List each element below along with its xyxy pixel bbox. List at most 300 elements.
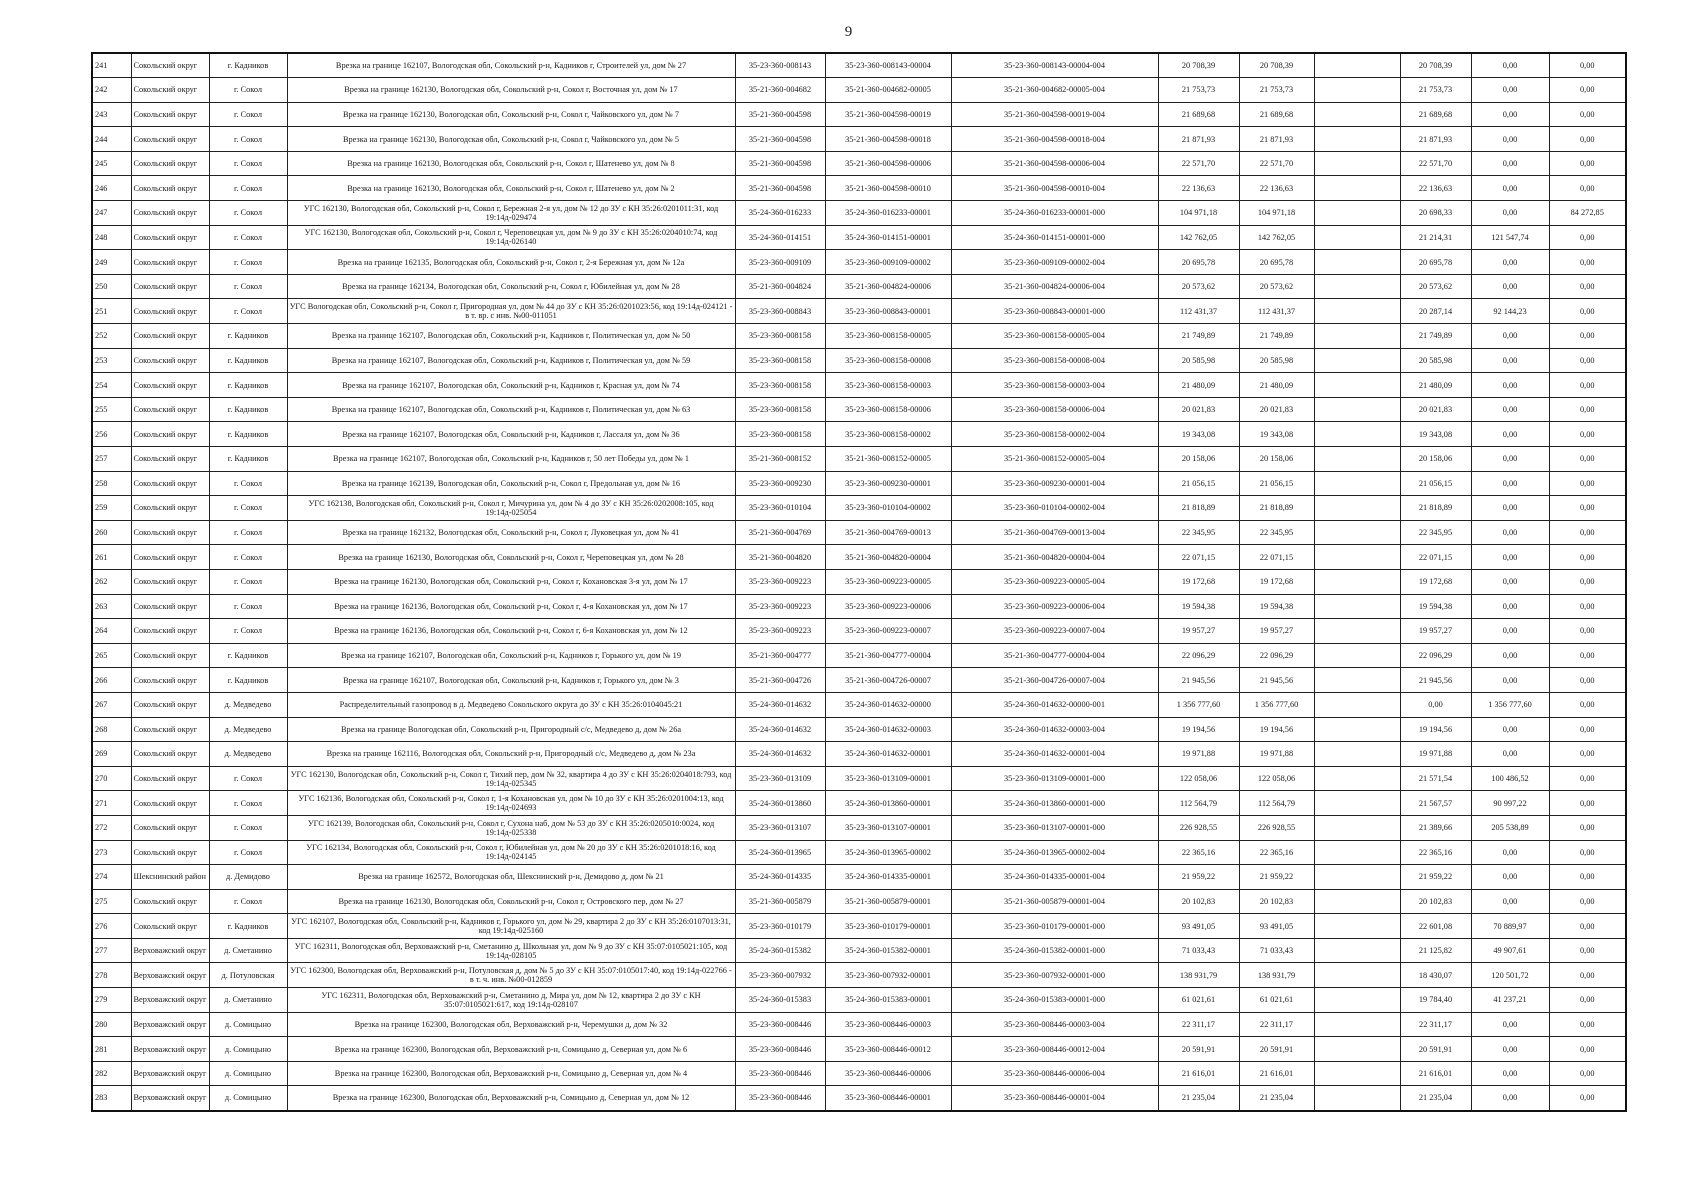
- element-code-cell: 35-21-360-004682-00005-004: [951, 78, 1158, 103]
- district-cell: Сокольский округ: [131, 78, 209, 103]
- locality-cell: г. Сокол: [209, 815, 287, 840]
- value-part-2-cell: 0,00: [1471, 397, 1549, 422]
- value-part-2-cell: 0,00: [1471, 201, 1549, 226]
- total-value-cell: 1 356 777,60: [1158, 692, 1239, 717]
- value-part-1-cell: 21 945,56: [1400, 668, 1471, 693]
- locality-cell: г. Кадников: [209, 397, 287, 422]
- value-part-3-cell: 0,00: [1549, 250, 1626, 275]
- total-value-cell: 20 021,83: [1158, 397, 1239, 422]
- value-cell: 122 058,06: [1239, 766, 1314, 791]
- total-value-cell: 21 945,56: [1158, 668, 1239, 693]
- element-code-cell: 35-24-360-016233-00001-000: [951, 201, 1158, 226]
- locality-cell: г. Сокол: [209, 225, 287, 250]
- address-cell: УГС 162300, Вологодская обл, Верховажский р-н, Потуловская д, дом № 5 до ЗУ с КН 35:07:0105017:40, код 19:14д-022766 - в т. ч. инв. №00-012859: [287, 963, 735, 988]
- row-number-cell: 277: [92, 938, 131, 963]
- value-cell: 20 102,83: [1239, 889, 1314, 914]
- locality-cell: г. Сокол: [209, 791, 287, 816]
- value-cell: 22 571,70: [1239, 151, 1314, 176]
- address-cell: Врезка на границе 162107, Вологодская обл, Сокольский р-н, Кадников г, Политическая ул, дом № 59: [287, 348, 735, 373]
- value-part-1-cell: 21 959,22: [1400, 865, 1471, 890]
- object-code-cell: 35-21-360-004598: [735, 176, 825, 201]
- empty-value-cell: [1314, 53, 1400, 78]
- object-code-cell: 35-24-360-014335: [735, 865, 825, 890]
- locality-cell: г. Сокол: [209, 471, 287, 496]
- empty-value-cell: [1314, 348, 1400, 373]
- empty-value-cell: [1314, 963, 1400, 988]
- value-part-1-cell: 20 698,33: [1400, 201, 1471, 226]
- value-part-3-cell: 0,00: [1549, 324, 1626, 349]
- element-code-cell: 35-21-360-004824-00006-004: [951, 274, 1158, 299]
- row-number-cell: 258: [92, 471, 131, 496]
- value-cell: 21 871,93: [1239, 127, 1314, 152]
- address-cell: УГС 162138, Вологодская обл, Сокольский р-н, Сокол г, Мичурина ул, дом № 4 до ЗУ с КН 35:26:0202008:105, код 19:14д-025054: [287, 496, 735, 521]
- total-value-cell: 21 689,68: [1158, 102, 1239, 127]
- total-value-cell: 93 491,05: [1158, 914, 1239, 939]
- object-code-cell: 35-23-360-010104: [735, 496, 825, 521]
- district-cell: Сокольский округ: [131, 471, 209, 496]
- sub-object-code-cell: 35-21-360-008152-00005: [825, 447, 951, 472]
- element-code-cell: 35-23-360-008446-00001-004: [951, 1086, 1158, 1111]
- value-cell: 61 021,61: [1239, 988, 1314, 1013]
- value-part-2-cell: 0,00: [1471, 594, 1549, 619]
- value-part-1-cell: 21 871,93: [1400, 127, 1471, 152]
- property-register-table: [91, 52, 1627, 1112]
- element-code-cell: 35-23-360-008158-00008-004: [951, 348, 1158, 373]
- object-code-cell: 35-21-360-004777: [735, 643, 825, 668]
- object-code-cell: 35-24-360-013965: [735, 840, 825, 865]
- value-part-2-cell: 0,00: [1471, 471, 1549, 496]
- locality-cell: г. Сокол: [209, 201, 287, 226]
- value-part-1-cell: 20 287,14: [1400, 299, 1471, 324]
- object-code-cell: 35-21-360-004726: [735, 668, 825, 693]
- value-part-2-cell: 0,00: [1471, 127, 1549, 152]
- object-code-cell: 35-21-360-004769: [735, 520, 825, 545]
- locality-cell: д. Сомицыно: [209, 1086, 287, 1111]
- value-part-1-cell: 0,00: [1400, 692, 1471, 717]
- address-cell: Врезка на границе 162136, Вологодская обл, Сокольский р-н, Сокол г, 6-я Кохановская ул, дом № 12: [287, 619, 735, 644]
- total-value-cell: 21 818,89: [1158, 496, 1239, 521]
- empty-value-cell: [1314, 397, 1400, 422]
- row-number-cell: 259: [92, 496, 131, 521]
- locality-cell: г. Сокол: [209, 840, 287, 865]
- row-number-cell: 283: [92, 1086, 131, 1111]
- value-part-2-cell: 0,00: [1471, 102, 1549, 127]
- row-number-cell: 270: [92, 766, 131, 791]
- district-cell: Сокольский округ: [131, 250, 209, 275]
- object-code-cell: 35-24-360-013860: [735, 791, 825, 816]
- value-part-3-cell: 0,00: [1549, 668, 1626, 693]
- table-row: [92, 815, 1626, 840]
- value-part-3-cell: 0,00: [1549, 545, 1626, 570]
- total-value-cell: 21 235,04: [1158, 1086, 1239, 1111]
- object-code-cell: 35-23-360-008158: [735, 348, 825, 373]
- district-cell: Сокольский округ: [131, 717, 209, 742]
- table-row: [92, 324, 1626, 349]
- value-part-2-cell: 0,00: [1471, 274, 1549, 299]
- locality-cell: г. Кадников: [209, 914, 287, 939]
- element-code-cell: 35-23-360-008843-00001-000: [951, 299, 1158, 324]
- element-code-cell: 35-21-360-008152-00005-004: [951, 447, 1158, 472]
- total-value-cell: 20 695,78: [1158, 250, 1239, 275]
- value-part-2-cell: 0,00: [1471, 1037, 1549, 1062]
- empty-value-cell: [1314, 422, 1400, 447]
- sub-object-code-cell: 35-23-360-013109-00001: [825, 766, 951, 791]
- district-cell: Сокольский округ: [131, 545, 209, 570]
- district-cell: Верховажский округ: [131, 1061, 209, 1086]
- locality-cell: г. Сокол: [209, 176, 287, 201]
- address-cell: Врезка на границе 162107, Вологодская обл, Сокольский р-н, Кадников г, Строителей ул, дом № 27: [287, 53, 735, 78]
- total-value-cell: 22 345,95: [1158, 520, 1239, 545]
- object-code-cell: 35-23-360-008446: [735, 1061, 825, 1086]
- row-number-cell: 253: [92, 348, 131, 373]
- locality-cell: д. Медведево: [209, 742, 287, 767]
- table-row: [92, 742, 1626, 767]
- district-cell: Шекснинский район: [131, 865, 209, 890]
- value-part-1-cell: 22 601,08: [1400, 914, 1471, 939]
- value-cell: 112 564,79: [1239, 791, 1314, 816]
- locality-cell: г. Кадников: [209, 53, 287, 78]
- table-row: [92, 668, 1626, 693]
- total-value-cell: 20 573,62: [1158, 274, 1239, 299]
- total-value-cell: 20 102,83: [1158, 889, 1239, 914]
- locality-cell: г. Кадников: [209, 447, 287, 472]
- row-number-cell: 275: [92, 889, 131, 914]
- sub-object-code-cell: 35-23-360-010104-00002: [825, 496, 951, 521]
- element-code-cell: 35-23-360-007932-00001-000: [951, 963, 1158, 988]
- value-part-3-cell: 0,00: [1549, 963, 1626, 988]
- district-cell: Верховажский округ: [131, 988, 209, 1013]
- object-code-cell: 35-24-360-014632: [735, 692, 825, 717]
- object-code-cell: 35-23-360-008446: [735, 1086, 825, 1111]
- element-code-cell: 35-21-360-004598-00018-004: [951, 127, 1158, 152]
- total-value-cell: 22 071,15: [1158, 545, 1239, 570]
- value-part-1-cell: 22 311,17: [1400, 1012, 1471, 1037]
- address-cell: Врезка на границе 162130, Вологодская обл, Сокольский р-н, Сокол г, Череповецкая ул, дом № 28: [287, 545, 735, 570]
- sub-object-code-cell: 35-21-360-004769-00013: [825, 520, 951, 545]
- sub-object-code-cell: 35-23-360-008143-00004: [825, 53, 951, 78]
- empty-value-cell: [1314, 988, 1400, 1013]
- sub-object-code-cell: 35-23-360-007932-00001: [825, 963, 951, 988]
- total-value-cell: 226 928,55: [1158, 815, 1239, 840]
- row-number-cell: 266: [92, 668, 131, 693]
- sub-object-code-cell: 35-21-360-004824-00006: [825, 274, 951, 299]
- sub-object-code-cell: 35-23-360-009223-00005: [825, 569, 951, 594]
- value-cell: 1 356 777,60: [1239, 692, 1314, 717]
- empty-value-cell: [1314, 151, 1400, 176]
- empty-value-cell: [1314, 668, 1400, 693]
- object-code-cell: 35-23-360-008158: [735, 324, 825, 349]
- district-cell: Сокольский округ: [131, 594, 209, 619]
- value-part-3-cell: 0,00: [1549, 299, 1626, 324]
- locality-cell: д. Демидово: [209, 865, 287, 890]
- value-part-2-cell: 0,00: [1471, 520, 1549, 545]
- value-part-1-cell: 21 389,66: [1400, 815, 1471, 840]
- value-cell: 21 235,04: [1239, 1086, 1314, 1111]
- total-value-cell: 61 021,61: [1158, 988, 1239, 1013]
- total-value-cell: 21 480,09: [1158, 373, 1239, 398]
- value-part-2-cell: 0,00: [1471, 422, 1549, 447]
- value-cell: 22 096,29: [1239, 643, 1314, 668]
- value-part-2-cell: 1 356 777,60: [1471, 692, 1549, 717]
- district-cell: Сокольский округ: [131, 742, 209, 767]
- value-cell: 22 311,17: [1239, 1012, 1314, 1037]
- value-part-1-cell: 21 689,68: [1400, 102, 1471, 127]
- value-cell: 21 818,89: [1239, 496, 1314, 521]
- page-number: 9: [844, 24, 853, 40]
- table-row: [92, 176, 1626, 201]
- sub-object-code-cell: 35-23-360-008158-00005: [825, 324, 951, 349]
- row-number-cell: 279: [92, 988, 131, 1013]
- empty-value-cell: [1314, 447, 1400, 472]
- value-part-1-cell: 21 056,15: [1400, 471, 1471, 496]
- value-part-2-cell: 70 889,97: [1471, 914, 1549, 939]
- row-number-cell: 241: [92, 53, 131, 78]
- empty-value-cell: [1314, 324, 1400, 349]
- table-row: [92, 963, 1626, 988]
- row-number-cell: 255: [92, 397, 131, 422]
- value-part-2-cell: 92 144,23: [1471, 299, 1549, 324]
- locality-cell: г. Кадников: [209, 643, 287, 668]
- empty-value-cell: [1314, 1086, 1400, 1111]
- object-code-cell: 35-24-360-016233: [735, 201, 825, 226]
- value-part-3-cell: 0,00: [1549, 643, 1626, 668]
- value-cell: 21 480,09: [1239, 373, 1314, 398]
- table-row: [92, 373, 1626, 398]
- element-code-cell: 35-23-360-009223-00005-004: [951, 569, 1158, 594]
- table-row: [92, 1061, 1626, 1086]
- address-cell: УГС Вологодская обл, Сокольский р-н, Сокол г, Пригородная ул, дом № 44 до ЗУ с КН 35:26:0201023:56, код 19:14д-024121 - в т. вр. с инв. №00-011051: [287, 299, 735, 324]
- element-code-cell: 35-24-360-014632-00003-004: [951, 717, 1158, 742]
- total-value-cell: 19 194,56: [1158, 717, 1239, 742]
- value-cell: 19 343,08: [1239, 422, 1314, 447]
- sub-object-code-cell: 35-23-360-009230-00001: [825, 471, 951, 496]
- value-part-1-cell: 22 571,70: [1400, 151, 1471, 176]
- value-part-3-cell: 0,00: [1549, 742, 1626, 767]
- total-value-cell: 22 365,16: [1158, 840, 1239, 865]
- address-cell: Врезка на границе 162116, Вологодская обл, Сокольский р-н, Пригородный с/с, Медведево д, дом № 23а: [287, 742, 735, 767]
- address-cell: Врезка на границе 162107, Вологодская обл, Сокольский р-н, Кадников г, Политическая ул, дом № 50: [287, 324, 735, 349]
- empty-value-cell: [1314, 889, 1400, 914]
- element-code-cell: 35-23-360-009230-00001-004: [951, 471, 1158, 496]
- empty-value-cell: [1314, 299, 1400, 324]
- value-part-2-cell: 0,00: [1471, 53, 1549, 78]
- value-part-3-cell: 0,00: [1549, 914, 1626, 939]
- object-code-cell: 35-21-360-004598: [735, 127, 825, 152]
- element-code-cell: 35-24-360-015382-00001-000: [951, 938, 1158, 963]
- value-part-2-cell: 0,00: [1471, 742, 1549, 767]
- empty-value-cell: [1314, 545, 1400, 570]
- value-part-2-cell: 0,00: [1471, 1012, 1549, 1037]
- table-row: [92, 225, 1626, 250]
- address-cell: УГС 162130, Вологодская обл, Сокольский р-н, Сокол г, Бережная 2-я ул, дом № 12 до ЗУ с КН 35:26:0201011:31, код 19:14д-029474: [287, 201, 735, 226]
- object-code-cell: 35-23-360-008143: [735, 53, 825, 78]
- empty-value-cell: [1314, 865, 1400, 890]
- value-part-3-cell: 0,00: [1549, 1012, 1626, 1037]
- row-number-cell: 263: [92, 594, 131, 619]
- value-part-3-cell: 0,00: [1549, 889, 1626, 914]
- sub-object-code-cell: 35-24-360-014632-00003: [825, 717, 951, 742]
- district-cell: Сокольский округ: [131, 102, 209, 127]
- row-number-cell: 267: [92, 692, 131, 717]
- value-part-2-cell: 0,00: [1471, 447, 1549, 472]
- address-cell: Врезка на границе 162136, Вологодская обл, Сокольский р-н, Сокол г, 4-я Кохановская ул, дом № 17: [287, 594, 735, 619]
- district-cell: Верховажский округ: [131, 1086, 209, 1111]
- table-row: [92, 447, 1626, 472]
- element-code-cell: 35-21-360-004820-00004-004: [951, 545, 1158, 570]
- empty-value-cell: [1314, 742, 1400, 767]
- element-code-cell: 35-23-360-008158-00006-004: [951, 397, 1158, 422]
- value-cell: 20 585,98: [1239, 348, 1314, 373]
- element-code-cell: 35-21-360-004598-00019-004: [951, 102, 1158, 127]
- value-part-2-cell: 0,00: [1471, 619, 1549, 644]
- row-number-cell: 282: [92, 1061, 131, 1086]
- sub-object-code-cell: 35-23-360-009223-00007: [825, 619, 951, 644]
- total-value-cell: 22 096,29: [1158, 643, 1239, 668]
- object-code-cell: 35-21-360-005879: [735, 889, 825, 914]
- element-code-cell: 35-21-360-004598-00006-004: [951, 151, 1158, 176]
- address-cell: УГС 162130, Вологодская обл, Сокольский р-н, Сокол г, Череповецкая ул, дом № 9 до ЗУ с КН 35:26:0204010:74, код 19:14д-026140: [287, 225, 735, 250]
- address-cell: Врезка на границе 162572, Вологодская обл, Шекснинский р-н, Демидово д, дом № 21: [287, 865, 735, 890]
- sub-object-code-cell: 35-24-360-015382-00001: [825, 938, 951, 963]
- object-code-cell: 35-23-360-009109: [735, 250, 825, 275]
- address-cell: Врезка на границе 162107, Вологодская обл, Сокольский р-н, Кадников г, Горького ул, дом № 19: [287, 643, 735, 668]
- value-part-1-cell: 20 573,62: [1400, 274, 1471, 299]
- value-cell: 19 194,56: [1239, 717, 1314, 742]
- value-part-1-cell: 20 021,83: [1400, 397, 1471, 422]
- value-part-3-cell: 0,00: [1549, 422, 1626, 447]
- address-cell: УГС 162139, Вологодская обл, Сокольский р-н, Сокол г, Сухона наб, дом № 53 до ЗУ с КН 35:26:0205010:0024, код 19:14д-025338: [287, 815, 735, 840]
- value-part-3-cell: 0,00: [1549, 373, 1626, 398]
- value-part-1-cell: 22 365,16: [1400, 840, 1471, 865]
- row-number-cell: 269: [92, 742, 131, 767]
- address-cell: Врезка на границе 162139, Вологодская обл, Сокольский р-н, Сокол г, Предольная ул, дом № 16: [287, 471, 735, 496]
- object-code-cell: 35-24-360-014632: [735, 717, 825, 742]
- locality-cell: г. Сокол: [209, 127, 287, 152]
- table-row: [92, 299, 1626, 324]
- district-cell: Сокольский округ: [131, 53, 209, 78]
- locality-cell: г. Кадников: [209, 668, 287, 693]
- value-part-3-cell: 0,00: [1549, 988, 1626, 1013]
- value-part-2-cell: 41 237,21: [1471, 988, 1549, 1013]
- district-cell: Сокольский округ: [131, 815, 209, 840]
- total-value-cell: 104 971,18: [1158, 201, 1239, 226]
- value-part-2-cell: 90 997,22: [1471, 791, 1549, 816]
- value-part-1-cell: 19 594,38: [1400, 594, 1471, 619]
- row-number-cell: 248: [92, 225, 131, 250]
- empty-value-cell: [1314, 1037, 1400, 1062]
- total-value-cell: 142 762,05: [1158, 225, 1239, 250]
- object-code-cell: 35-23-360-009223: [735, 569, 825, 594]
- value-part-1-cell: 21 753,73: [1400, 78, 1471, 103]
- element-code-cell: 35-23-360-010104-00002-004: [951, 496, 1158, 521]
- value-part-2-cell: 49 907,61: [1471, 938, 1549, 963]
- sub-object-code-cell: 35-24-360-014151-00001: [825, 225, 951, 250]
- table-row: [92, 594, 1626, 619]
- table-row: [92, 496, 1626, 521]
- locality-cell: д. Сомицыно: [209, 1061, 287, 1086]
- value-part-3-cell: 0,00: [1549, 447, 1626, 472]
- address-cell: Врезка на границе 162130, Вологодская обл, Сокольский р-н, Сокол г, Чайковского ул, дом № 5: [287, 127, 735, 152]
- total-value-cell: 138 931,79: [1158, 963, 1239, 988]
- row-number-cell: 247: [92, 201, 131, 226]
- value-part-2-cell: 0,00: [1471, 151, 1549, 176]
- address-cell: УГС 162311, Вологодская обл, Верховажский р-н, Сметанино д, Мира ул, дом № 12, квартира 2 до ЗУ с КН 35:07:0105021:617, код 19:14д-028107: [287, 988, 735, 1013]
- table-body: [92, 53, 1626, 1111]
- row-number-cell: 271: [92, 791, 131, 816]
- value-part-3-cell: 0,00: [1549, 102, 1626, 127]
- locality-cell: д. Сметанино: [209, 988, 287, 1013]
- element-code-cell: 35-23-360-008158-00005-004: [951, 324, 1158, 349]
- object-code-cell: 35-23-360-007932: [735, 963, 825, 988]
- value-part-1-cell: 21 749,89: [1400, 324, 1471, 349]
- row-number-cell: 243: [92, 102, 131, 127]
- value-cell: 19 957,27: [1239, 619, 1314, 644]
- locality-cell: г. Сокол: [209, 78, 287, 103]
- sub-object-code-cell: 35-23-360-009223-00006: [825, 594, 951, 619]
- value-part-2-cell: 0,00: [1471, 643, 1549, 668]
- sub-object-code-cell: 35-24-360-013860-00001: [825, 791, 951, 816]
- sub-object-code-cell: 35-21-360-005879-00001: [825, 889, 951, 914]
- value-part-2-cell: 0,00: [1471, 1061, 1549, 1086]
- locality-cell: г. Сокол: [209, 545, 287, 570]
- value-part-1-cell: 20 591,91: [1400, 1037, 1471, 1062]
- value-part-1-cell: 20 102,83: [1400, 889, 1471, 914]
- row-number-cell: 280: [92, 1012, 131, 1037]
- object-code-cell: 35-21-360-004598: [735, 102, 825, 127]
- sub-object-code-cell: 35-23-360-013107-00001: [825, 815, 951, 840]
- value-part-3-cell: 84 272,85: [1549, 201, 1626, 226]
- sub-object-code-cell: 35-23-360-008446-00006: [825, 1061, 951, 1086]
- district-cell: Сокольский округ: [131, 151, 209, 176]
- district-cell: Верховажский округ: [131, 938, 209, 963]
- table-row: [92, 619, 1626, 644]
- locality-cell: д. Медведево: [209, 717, 287, 742]
- empty-value-cell: [1314, 766, 1400, 791]
- empty-value-cell: [1314, 274, 1400, 299]
- row-number-cell: 264: [92, 619, 131, 644]
- value-cell: 19 594,38: [1239, 594, 1314, 619]
- value-part-2-cell: 0,00: [1471, 717, 1549, 742]
- value-part-2-cell: 0,00: [1471, 889, 1549, 914]
- row-number-cell: 252: [92, 324, 131, 349]
- total-value-cell: 20 158,06: [1158, 447, 1239, 472]
- district-cell: Сокольский округ: [131, 766, 209, 791]
- object-code-cell: 35-23-360-009223: [735, 594, 825, 619]
- empty-value-cell: [1314, 938, 1400, 963]
- value-part-1-cell: 21 214,31: [1400, 225, 1471, 250]
- address-cell: Врезка на границе 162130, Вологодская обл, Сокольский р-н, Сокол г, Островского пер, дом № 27: [287, 889, 735, 914]
- locality-cell: д. Сомицыно: [209, 1037, 287, 1062]
- address-cell: Врезка на границе 162300, Вологодская обл, Верховажский р-н, Сомицыно д, Северная ул, дом № 6: [287, 1037, 735, 1062]
- row-number-cell: 250: [92, 274, 131, 299]
- value-part-3-cell: 0,00: [1549, 717, 1626, 742]
- value-cell: 22 136,63: [1239, 176, 1314, 201]
- element-code-cell: 35-23-360-008143-00004-004: [951, 53, 1158, 78]
- district-cell: Сокольский округ: [131, 643, 209, 668]
- value-part-3-cell: 0,00: [1549, 151, 1626, 176]
- sub-object-code-cell: 35-24-360-016233-00001: [825, 201, 951, 226]
- value-part-3-cell: 0,00: [1549, 348, 1626, 373]
- sub-object-code-cell: 35-23-360-008158-00002: [825, 422, 951, 447]
- value-part-1-cell: 19 194,56: [1400, 717, 1471, 742]
- row-number-cell: 244: [92, 127, 131, 152]
- sub-object-code-cell: 35-24-360-014632-00001: [825, 742, 951, 767]
- address-cell: Врезка на границе 162134, Вологодская обл, Сокольский р-н, Сокол г, Юбилейная ул, дом № 28: [287, 274, 735, 299]
- value-cell: 20 695,78: [1239, 250, 1314, 275]
- value-part-3-cell: 0,00: [1549, 1061, 1626, 1086]
- address-cell: Врезка на границе 162107, Вологодская обл, Сокольский р-н, Кадников г, Горького ул, дом № 3: [287, 668, 735, 693]
- locality-cell: г. Сокол: [209, 569, 287, 594]
